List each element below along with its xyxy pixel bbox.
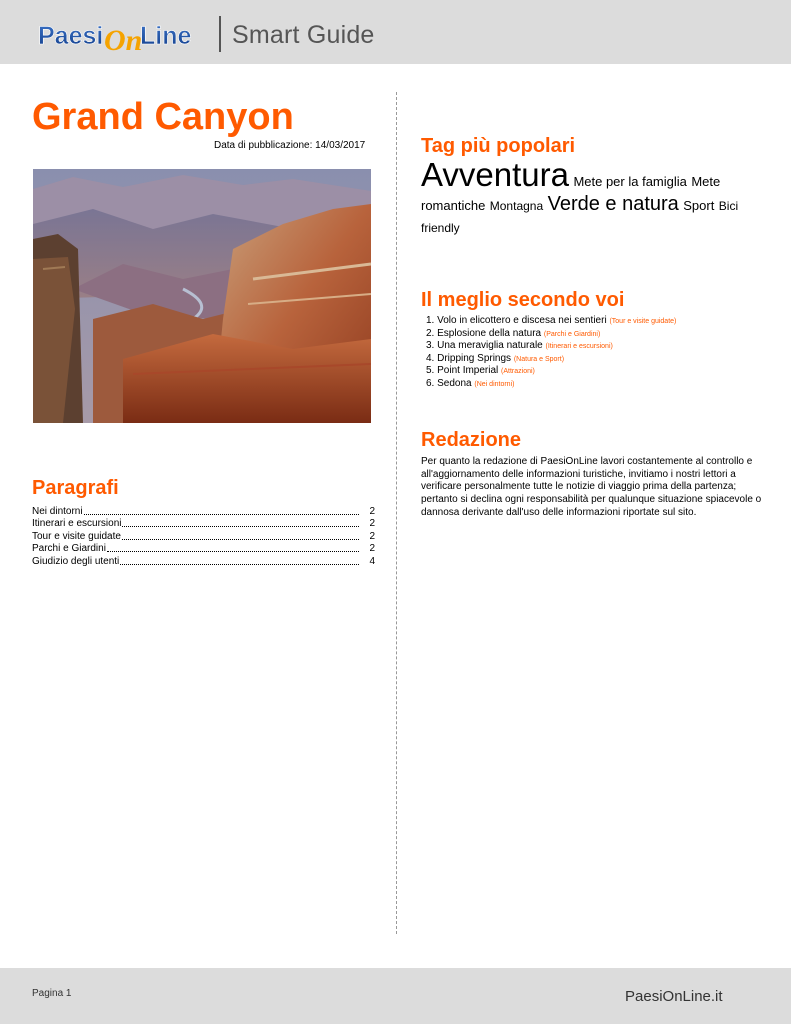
item-name: Sedona xyxy=(437,377,472,389)
item-number: 3. xyxy=(426,340,435,352)
footer-site-link[interactable]: PaesiOnLine.it xyxy=(625,988,723,1005)
toc-label: Itinerari e escursioni xyxy=(32,518,122,530)
item-name: Volo in elicottero e discesa nei sentieri xyxy=(437,315,607,326)
tags-heading: Tag più popolari xyxy=(421,135,576,157)
item-category: (Nei dintorni) xyxy=(474,380,515,388)
list-item[interactable] xyxy=(426,353,676,366)
list-item[interactable] xyxy=(426,340,676,353)
item-category: (Itinerari e escursioni) xyxy=(545,343,613,351)
header-title: Smart Guide xyxy=(232,21,375,49)
toc-page: 2 xyxy=(369,530,375,542)
toc-label: Nei dintorni xyxy=(32,505,83,517)
item-name: Dripping Springs xyxy=(437,352,512,364)
best-list xyxy=(426,315,676,391)
toc-row[interactable] xyxy=(32,517,375,530)
toc-page: 2 xyxy=(369,543,375,555)
item-name: Point Imperial xyxy=(437,365,499,377)
page-footer xyxy=(0,968,791,1024)
toc-page: 2 xyxy=(369,518,375,530)
redazione-heading: Redazione xyxy=(421,429,522,451)
paragrafi-heading: Paragrafi xyxy=(32,477,119,499)
toc-row[interactable] xyxy=(32,554,375,567)
header-divider xyxy=(219,16,221,52)
list-item[interactable] xyxy=(426,315,676,328)
toc-leader xyxy=(84,514,359,515)
toc-leader xyxy=(107,551,359,552)
toc-label: Giudizio degli utenti xyxy=(32,555,120,567)
tag-verde-natura[interactable]: Verde e natura xyxy=(547,193,679,215)
page-header xyxy=(0,0,791,64)
tag-mete-famiglia[interactable]: Mete per la famiglia xyxy=(573,174,687,189)
toc-row[interactable] xyxy=(32,529,375,542)
item-number: 1. xyxy=(426,315,435,326)
grand-canyon-photo xyxy=(33,169,371,423)
table-of-contents xyxy=(32,504,375,567)
item-number: 4. xyxy=(426,352,435,364)
toc-page: 4 xyxy=(369,555,375,567)
item-category: (Tour e visite guidate) xyxy=(609,318,677,325)
toc-page: 2 xyxy=(369,505,375,517)
list-item[interactable] xyxy=(426,328,676,341)
tag-cloud xyxy=(421,156,766,239)
toc-label: Parchi e Giardini xyxy=(32,543,106,555)
publication-date: Data di pubblicazione: 14/03/2017 xyxy=(214,140,366,151)
tag-bici-friendly[interactable]: Bici friendly xyxy=(421,199,739,235)
redazione-text: Per quanto la redazione di PaesiOnLine lavori costantemente al controllo e all'aggiornamento delle informazioni turistiche, invitiamo i nostri lettori a verificare personalmente tutte le notizie di viaggio prima della partenza; pertanto si declina ogni responsabilità per qualunque situazione spiacevole o dannosa derivante dall'uso delle informazioni riportate sul sito. xyxy=(421,456,762,518)
item-name: Una meraviglia naturale xyxy=(437,340,543,352)
toc-leader xyxy=(122,539,359,540)
list-item[interactable] xyxy=(426,378,676,391)
item-number: 6. xyxy=(426,377,435,389)
item-number: 5. xyxy=(426,365,435,377)
svg-text:Paesi: Paesi xyxy=(38,22,104,50)
toc-leader xyxy=(120,564,359,565)
item-number: 2. xyxy=(426,327,435,339)
best-heading: Il meglio secondo voi xyxy=(421,289,625,311)
tag-mete-romantiche[interactable]: Mete romantiche xyxy=(421,174,721,213)
toc-label: Tour e visite guidate xyxy=(32,530,121,542)
list-item[interactable] xyxy=(426,365,676,378)
svg-text:Line: Line xyxy=(140,22,192,50)
svg-text:On: On xyxy=(104,24,143,57)
tag-avventura[interactable]: Avventura xyxy=(421,156,569,193)
page-title: Grand Canyon xyxy=(32,96,294,138)
column-divider xyxy=(396,92,397,934)
item-category: (Attrazioni) xyxy=(501,368,535,376)
item-category: (Parchi e Giardini) xyxy=(543,330,601,338)
tag-sport[interactable]: Sport xyxy=(683,198,715,213)
tag-montagna[interactable]: Montagna xyxy=(489,199,544,213)
toc-leader xyxy=(122,526,359,527)
item-name: Esplosione della natura xyxy=(437,327,542,339)
paesionline-logo[interactable] xyxy=(36,14,201,58)
item-category: (Natura e Sport) xyxy=(513,355,565,363)
toc-row[interactable] xyxy=(32,504,375,517)
toc-row[interactable] xyxy=(32,542,375,555)
page-number: Pagina 1 xyxy=(32,988,72,999)
